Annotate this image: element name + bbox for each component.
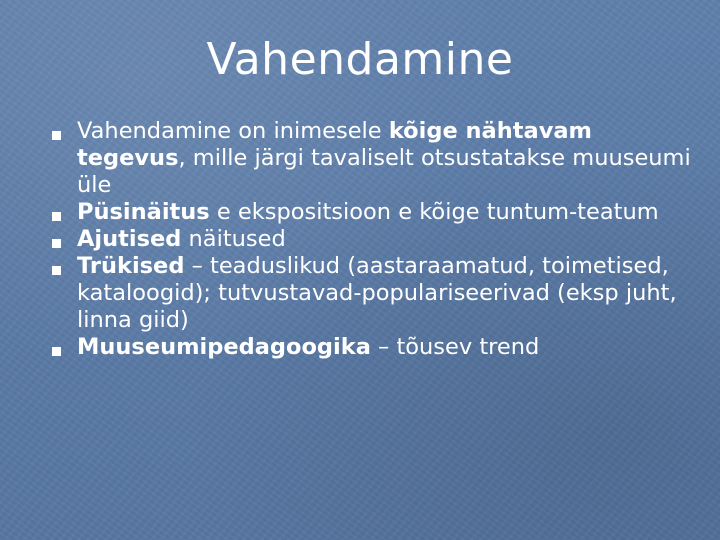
bullet-list — [52, 118, 692, 361]
bullet-item — [52, 253, 692, 334]
bullet-item — [52, 118, 692, 199]
square-bullet-icon — [52, 131, 61, 140]
bullet-item — [52, 334, 692, 361]
bullet-item — [52, 226, 692, 253]
slide-title: Vahendamine — [206, 34, 514, 85]
bullet-text: Püsinäitus e ekspositsioon e kõige tuntum-teatum — [77, 199, 659, 225]
square-bullet-icon — [52, 239, 61, 248]
bullet-text: Ajutised näitused — [77, 226, 286, 252]
bullet-item — [52, 199, 692, 226]
bullet-text: Muuseumipedagoogika – tõusev trend — [77, 334, 540, 360]
bullet-text: Vahendamine on inimesele kõige nähtavam tegevus, mille järgi tavaliselt otsustatakse muuseumi üle — [77, 118, 691, 198]
square-bullet-icon — [52, 212, 61, 221]
bullet-text: Trükised – teaduslikud (aastaraamatud, toimetised, kataloogid); tutvustavad-populariseerivad (eksp juht, linna giid) — [77, 253, 677, 333]
square-bullet-icon — [52, 347, 61, 356]
square-bullet-icon — [52, 266, 61, 275]
